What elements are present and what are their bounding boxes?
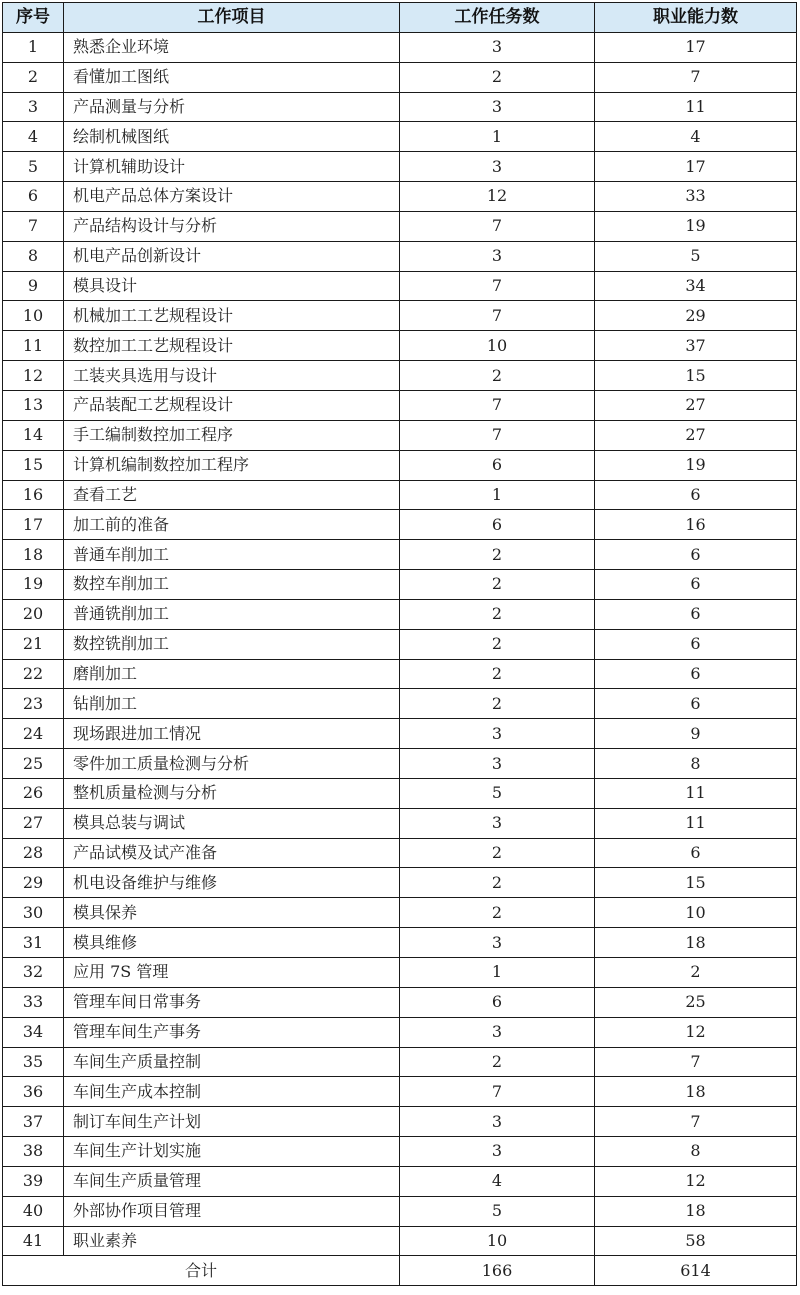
table-row bbox=[3, 1137, 797, 1167]
header-row bbox=[3, 3, 797, 33]
row-task-count: 10 bbox=[400, 331, 595, 361]
table-row bbox=[3, 1107, 797, 1137]
row-task-count: 2 bbox=[400, 599, 595, 629]
row-work-item: 模具保养 bbox=[64, 898, 400, 928]
row-index: 20 bbox=[3, 599, 64, 629]
row-task-count: 3 bbox=[400, 241, 595, 271]
row-index: 9 bbox=[3, 271, 64, 301]
row-task-count: 3 bbox=[400, 719, 595, 749]
row-work-item: 车间生产成本控制 bbox=[64, 1077, 400, 1107]
row-index: 34 bbox=[3, 1017, 64, 1047]
work-items-table-container bbox=[2, 2, 796, 1286]
row-work-item: 看懂加工图纸 bbox=[64, 62, 400, 92]
table-row bbox=[3, 361, 797, 391]
row-task-count: 1 bbox=[400, 480, 595, 510]
row-work-item: 模具维修 bbox=[64, 928, 400, 958]
row-index: 35 bbox=[3, 1047, 64, 1077]
table-row bbox=[3, 390, 797, 420]
table-row bbox=[3, 182, 797, 212]
table-row bbox=[3, 1226, 797, 1256]
row-task-count: 2 bbox=[400, 689, 595, 719]
row-index: 13 bbox=[3, 390, 64, 420]
row-ability-count: 6 bbox=[595, 629, 797, 659]
row-index: 29 bbox=[3, 868, 64, 898]
row-work-item: 熟悉企业环境 bbox=[64, 32, 400, 62]
table-row bbox=[3, 838, 797, 868]
table-row bbox=[3, 211, 797, 241]
table-row bbox=[3, 540, 797, 570]
total-row bbox=[3, 1256, 797, 1286]
row-index: 5 bbox=[3, 152, 64, 182]
row-work-item: 产品试模及试产准备 bbox=[64, 838, 400, 868]
row-task-count: 7 bbox=[400, 211, 595, 241]
row-task-count: 6 bbox=[400, 510, 595, 540]
row-ability-count: 34 bbox=[595, 271, 797, 301]
table-row bbox=[3, 331, 797, 361]
row-index: 28 bbox=[3, 838, 64, 868]
row-task-count: 2 bbox=[400, 898, 595, 928]
table-row bbox=[3, 629, 797, 659]
table-row bbox=[3, 62, 797, 92]
row-ability-count: 19 bbox=[595, 450, 797, 480]
row-ability-count: 25 bbox=[595, 987, 797, 1017]
row-task-count: 4 bbox=[400, 1166, 595, 1196]
row-ability-count: 10 bbox=[595, 898, 797, 928]
row-work-item: 管理车间日常事务 bbox=[64, 987, 400, 1017]
row-ability-count: 2 bbox=[595, 958, 797, 988]
row-task-count: 3 bbox=[400, 1017, 595, 1047]
row-work-item: 机械加工工艺规程设计 bbox=[64, 301, 400, 331]
row-index: 41 bbox=[3, 1226, 64, 1256]
header-work-item: 工作项目 bbox=[64, 3, 400, 33]
table-row bbox=[3, 271, 797, 301]
row-work-item: 工装夹具选用与设计 bbox=[64, 361, 400, 391]
row-work-item: 机电产品创新设计 bbox=[64, 241, 400, 271]
table-footer bbox=[3, 1256, 797, 1286]
row-index: 8 bbox=[3, 241, 64, 271]
row-ability-count: 18 bbox=[595, 1196, 797, 1226]
table-row bbox=[3, 122, 797, 152]
row-task-count: 5 bbox=[400, 1196, 595, 1226]
row-index: 21 bbox=[3, 629, 64, 659]
table-row bbox=[3, 868, 797, 898]
row-work-item: 手工编制数控加工程序 bbox=[64, 420, 400, 450]
table-row bbox=[3, 898, 797, 928]
row-ability-count: 18 bbox=[595, 928, 797, 958]
row-task-count: 3 bbox=[400, 152, 595, 182]
row-task-count: 2 bbox=[400, 570, 595, 600]
row-work-item: 绘制机械图纸 bbox=[64, 122, 400, 152]
row-index: 2 bbox=[3, 62, 64, 92]
row-ability-count: 16 bbox=[595, 510, 797, 540]
row-index: 37 bbox=[3, 1107, 64, 1137]
table-row bbox=[3, 480, 797, 510]
row-index: 25 bbox=[3, 749, 64, 779]
row-ability-count: 6 bbox=[595, 570, 797, 600]
row-work-item: 产品测量与分析 bbox=[64, 92, 400, 122]
table-row bbox=[3, 1196, 797, 1226]
row-ability-count: 6 bbox=[595, 659, 797, 689]
row-index: 16 bbox=[3, 480, 64, 510]
table-row bbox=[3, 1047, 797, 1077]
row-task-count: 3 bbox=[400, 1107, 595, 1137]
row-ability-count: 6 bbox=[595, 480, 797, 510]
row-ability-count: 17 bbox=[595, 152, 797, 182]
row-work-item: 职业素养 bbox=[64, 1226, 400, 1256]
row-index: 19 bbox=[3, 570, 64, 600]
row-task-count: 5 bbox=[400, 778, 595, 808]
table-row bbox=[3, 92, 797, 122]
row-index: 33 bbox=[3, 987, 64, 1017]
row-work-item: 模具设计 bbox=[64, 271, 400, 301]
row-ability-count: 15 bbox=[595, 361, 797, 391]
row-work-item: 车间生产计划实施 bbox=[64, 1137, 400, 1167]
row-work-item: 制订车间生产计划 bbox=[64, 1107, 400, 1137]
table-row bbox=[3, 1017, 797, 1047]
table-row bbox=[3, 599, 797, 629]
table-row bbox=[3, 152, 797, 182]
table-row bbox=[3, 510, 797, 540]
row-work-item: 现场跟进加工情况 bbox=[64, 719, 400, 749]
row-task-count: 2 bbox=[400, 62, 595, 92]
table-row bbox=[3, 1077, 797, 1107]
table-row bbox=[3, 241, 797, 271]
header-ability-count: 职业能力数 bbox=[595, 3, 797, 33]
table-row bbox=[3, 420, 797, 450]
row-index: 1 bbox=[3, 32, 64, 62]
row-index: 15 bbox=[3, 450, 64, 480]
row-task-count: 3 bbox=[400, 1137, 595, 1167]
table-header bbox=[3, 3, 797, 33]
table-row bbox=[3, 1166, 797, 1196]
row-ability-count: 6 bbox=[595, 599, 797, 629]
row-work-item: 数控铣削加工 bbox=[64, 629, 400, 659]
row-ability-count: 27 bbox=[595, 390, 797, 420]
row-index: 14 bbox=[3, 420, 64, 450]
table-body bbox=[3, 32, 797, 1256]
row-task-count: 3 bbox=[400, 749, 595, 779]
row-task-count: 2 bbox=[400, 361, 595, 391]
row-task-count: 3 bbox=[400, 92, 595, 122]
table-row bbox=[3, 659, 797, 689]
row-task-count: 2 bbox=[400, 540, 595, 570]
table-row bbox=[3, 32, 797, 62]
row-ability-count: 7 bbox=[595, 62, 797, 92]
table-row bbox=[3, 987, 797, 1017]
table-row bbox=[3, 570, 797, 600]
row-index: 30 bbox=[3, 898, 64, 928]
total-label: 合计 bbox=[3, 1256, 400, 1286]
row-work-item: 应用 7S 管理 bbox=[64, 958, 400, 988]
table-row bbox=[3, 719, 797, 749]
row-task-count: 2 bbox=[400, 629, 595, 659]
row-task-count: 3 bbox=[400, 808, 595, 838]
row-work-item: 外部协作项目管理 bbox=[64, 1196, 400, 1226]
row-ability-count: 8 bbox=[595, 1137, 797, 1167]
row-task-count: 7 bbox=[400, 420, 595, 450]
row-ability-count: 5 bbox=[595, 241, 797, 271]
row-index: 6 bbox=[3, 182, 64, 212]
table-row bbox=[3, 778, 797, 808]
row-index: 39 bbox=[3, 1166, 64, 1196]
table-row bbox=[3, 450, 797, 480]
row-ability-count: 11 bbox=[595, 808, 797, 838]
row-task-count: 3 bbox=[400, 32, 595, 62]
row-index: 18 bbox=[3, 540, 64, 570]
row-work-item: 计算机编制数控加工程序 bbox=[64, 450, 400, 480]
row-work-item: 产品装配工艺规程设计 bbox=[64, 390, 400, 420]
row-index: 11 bbox=[3, 331, 64, 361]
row-ability-count: 29 bbox=[595, 301, 797, 331]
row-ability-count: 18 bbox=[595, 1077, 797, 1107]
row-ability-count: 11 bbox=[595, 778, 797, 808]
row-work-item: 查看工艺 bbox=[64, 480, 400, 510]
row-work-item: 普通铣削加工 bbox=[64, 599, 400, 629]
row-work-item: 机电产品总体方案设计 bbox=[64, 182, 400, 212]
header-task-count: 工作任务数 bbox=[400, 3, 595, 33]
row-task-count: 7 bbox=[400, 1077, 595, 1107]
row-task-count: 12 bbox=[400, 182, 595, 212]
row-ability-count: 12 bbox=[595, 1166, 797, 1196]
row-index: 7 bbox=[3, 211, 64, 241]
row-index: 24 bbox=[3, 719, 64, 749]
row-index: 10 bbox=[3, 301, 64, 331]
row-work-item: 数控车削加工 bbox=[64, 570, 400, 600]
row-task-count: 2 bbox=[400, 1047, 595, 1077]
row-work-item: 普通车削加工 bbox=[64, 540, 400, 570]
row-task-count: 7 bbox=[400, 271, 595, 301]
row-ability-count: 8 bbox=[595, 749, 797, 779]
table-row bbox=[3, 808, 797, 838]
row-index: 3 bbox=[3, 92, 64, 122]
row-ability-count: 6 bbox=[595, 838, 797, 868]
row-work-item: 管理车间生产事务 bbox=[64, 1017, 400, 1047]
row-index: 38 bbox=[3, 1137, 64, 1167]
row-ability-count: 27 bbox=[595, 420, 797, 450]
row-task-count: 7 bbox=[400, 301, 595, 331]
row-ability-count: 6 bbox=[595, 540, 797, 570]
row-work-item: 零件加工质量检测与分析 bbox=[64, 749, 400, 779]
table-row bbox=[3, 928, 797, 958]
row-work-item: 产品结构设计与分析 bbox=[64, 211, 400, 241]
row-ability-count: 6 bbox=[595, 689, 797, 719]
row-ability-count: 33 bbox=[595, 182, 797, 212]
row-ability-count: 7 bbox=[595, 1047, 797, 1077]
row-ability-count: 4 bbox=[595, 122, 797, 152]
row-ability-count: 58 bbox=[595, 1226, 797, 1256]
row-work-item: 数控加工工艺规程设计 bbox=[64, 331, 400, 361]
total-abilities: 614 bbox=[595, 1256, 797, 1286]
row-index: 32 bbox=[3, 958, 64, 988]
row-index: 36 bbox=[3, 1077, 64, 1107]
table-row bbox=[3, 958, 797, 988]
row-index: 26 bbox=[3, 778, 64, 808]
row-ability-count: 11 bbox=[595, 92, 797, 122]
row-work-item: 磨削加工 bbox=[64, 659, 400, 689]
row-task-count: 1 bbox=[400, 958, 595, 988]
row-index: 12 bbox=[3, 361, 64, 391]
row-work-item: 计算机辅助设计 bbox=[64, 152, 400, 182]
row-ability-count: 7 bbox=[595, 1107, 797, 1137]
row-work-item: 车间生产质量管理 bbox=[64, 1166, 400, 1196]
row-index: 40 bbox=[3, 1196, 64, 1226]
row-task-count: 6 bbox=[400, 450, 595, 480]
table-row bbox=[3, 749, 797, 779]
row-task-count: 2 bbox=[400, 659, 595, 689]
row-work-item: 加工前的准备 bbox=[64, 510, 400, 540]
row-ability-count: 19 bbox=[595, 211, 797, 241]
row-task-count: 2 bbox=[400, 838, 595, 868]
row-index: 4 bbox=[3, 122, 64, 152]
row-ability-count: 37 bbox=[595, 331, 797, 361]
row-ability-count: 12 bbox=[595, 1017, 797, 1047]
table-row bbox=[3, 689, 797, 719]
header-index: 序号 bbox=[3, 3, 64, 33]
row-ability-count: 9 bbox=[595, 719, 797, 749]
row-work-item: 整机质量检测与分析 bbox=[64, 778, 400, 808]
row-index: 23 bbox=[3, 689, 64, 719]
row-task-count: 3 bbox=[400, 928, 595, 958]
row-work-item: 车间生产质量控制 bbox=[64, 1047, 400, 1077]
row-work-item: 机电设备维护与维修 bbox=[64, 868, 400, 898]
row-task-count: 2 bbox=[400, 868, 595, 898]
row-work-item: 钻削加工 bbox=[64, 689, 400, 719]
row-task-count: 10 bbox=[400, 1226, 595, 1256]
row-task-count: 7 bbox=[400, 390, 595, 420]
row-index: 31 bbox=[3, 928, 64, 958]
row-ability-count: 15 bbox=[595, 868, 797, 898]
row-task-count: 6 bbox=[400, 987, 595, 1017]
row-index: 17 bbox=[3, 510, 64, 540]
work-items-table bbox=[2, 2, 797, 1286]
total-tasks: 166 bbox=[400, 1256, 595, 1286]
row-ability-count: 17 bbox=[595, 32, 797, 62]
row-work-item: 模具总装与调试 bbox=[64, 808, 400, 838]
row-task-count: 1 bbox=[400, 122, 595, 152]
row-index: 27 bbox=[3, 808, 64, 838]
row-index: 22 bbox=[3, 659, 64, 689]
table-row bbox=[3, 301, 797, 331]
